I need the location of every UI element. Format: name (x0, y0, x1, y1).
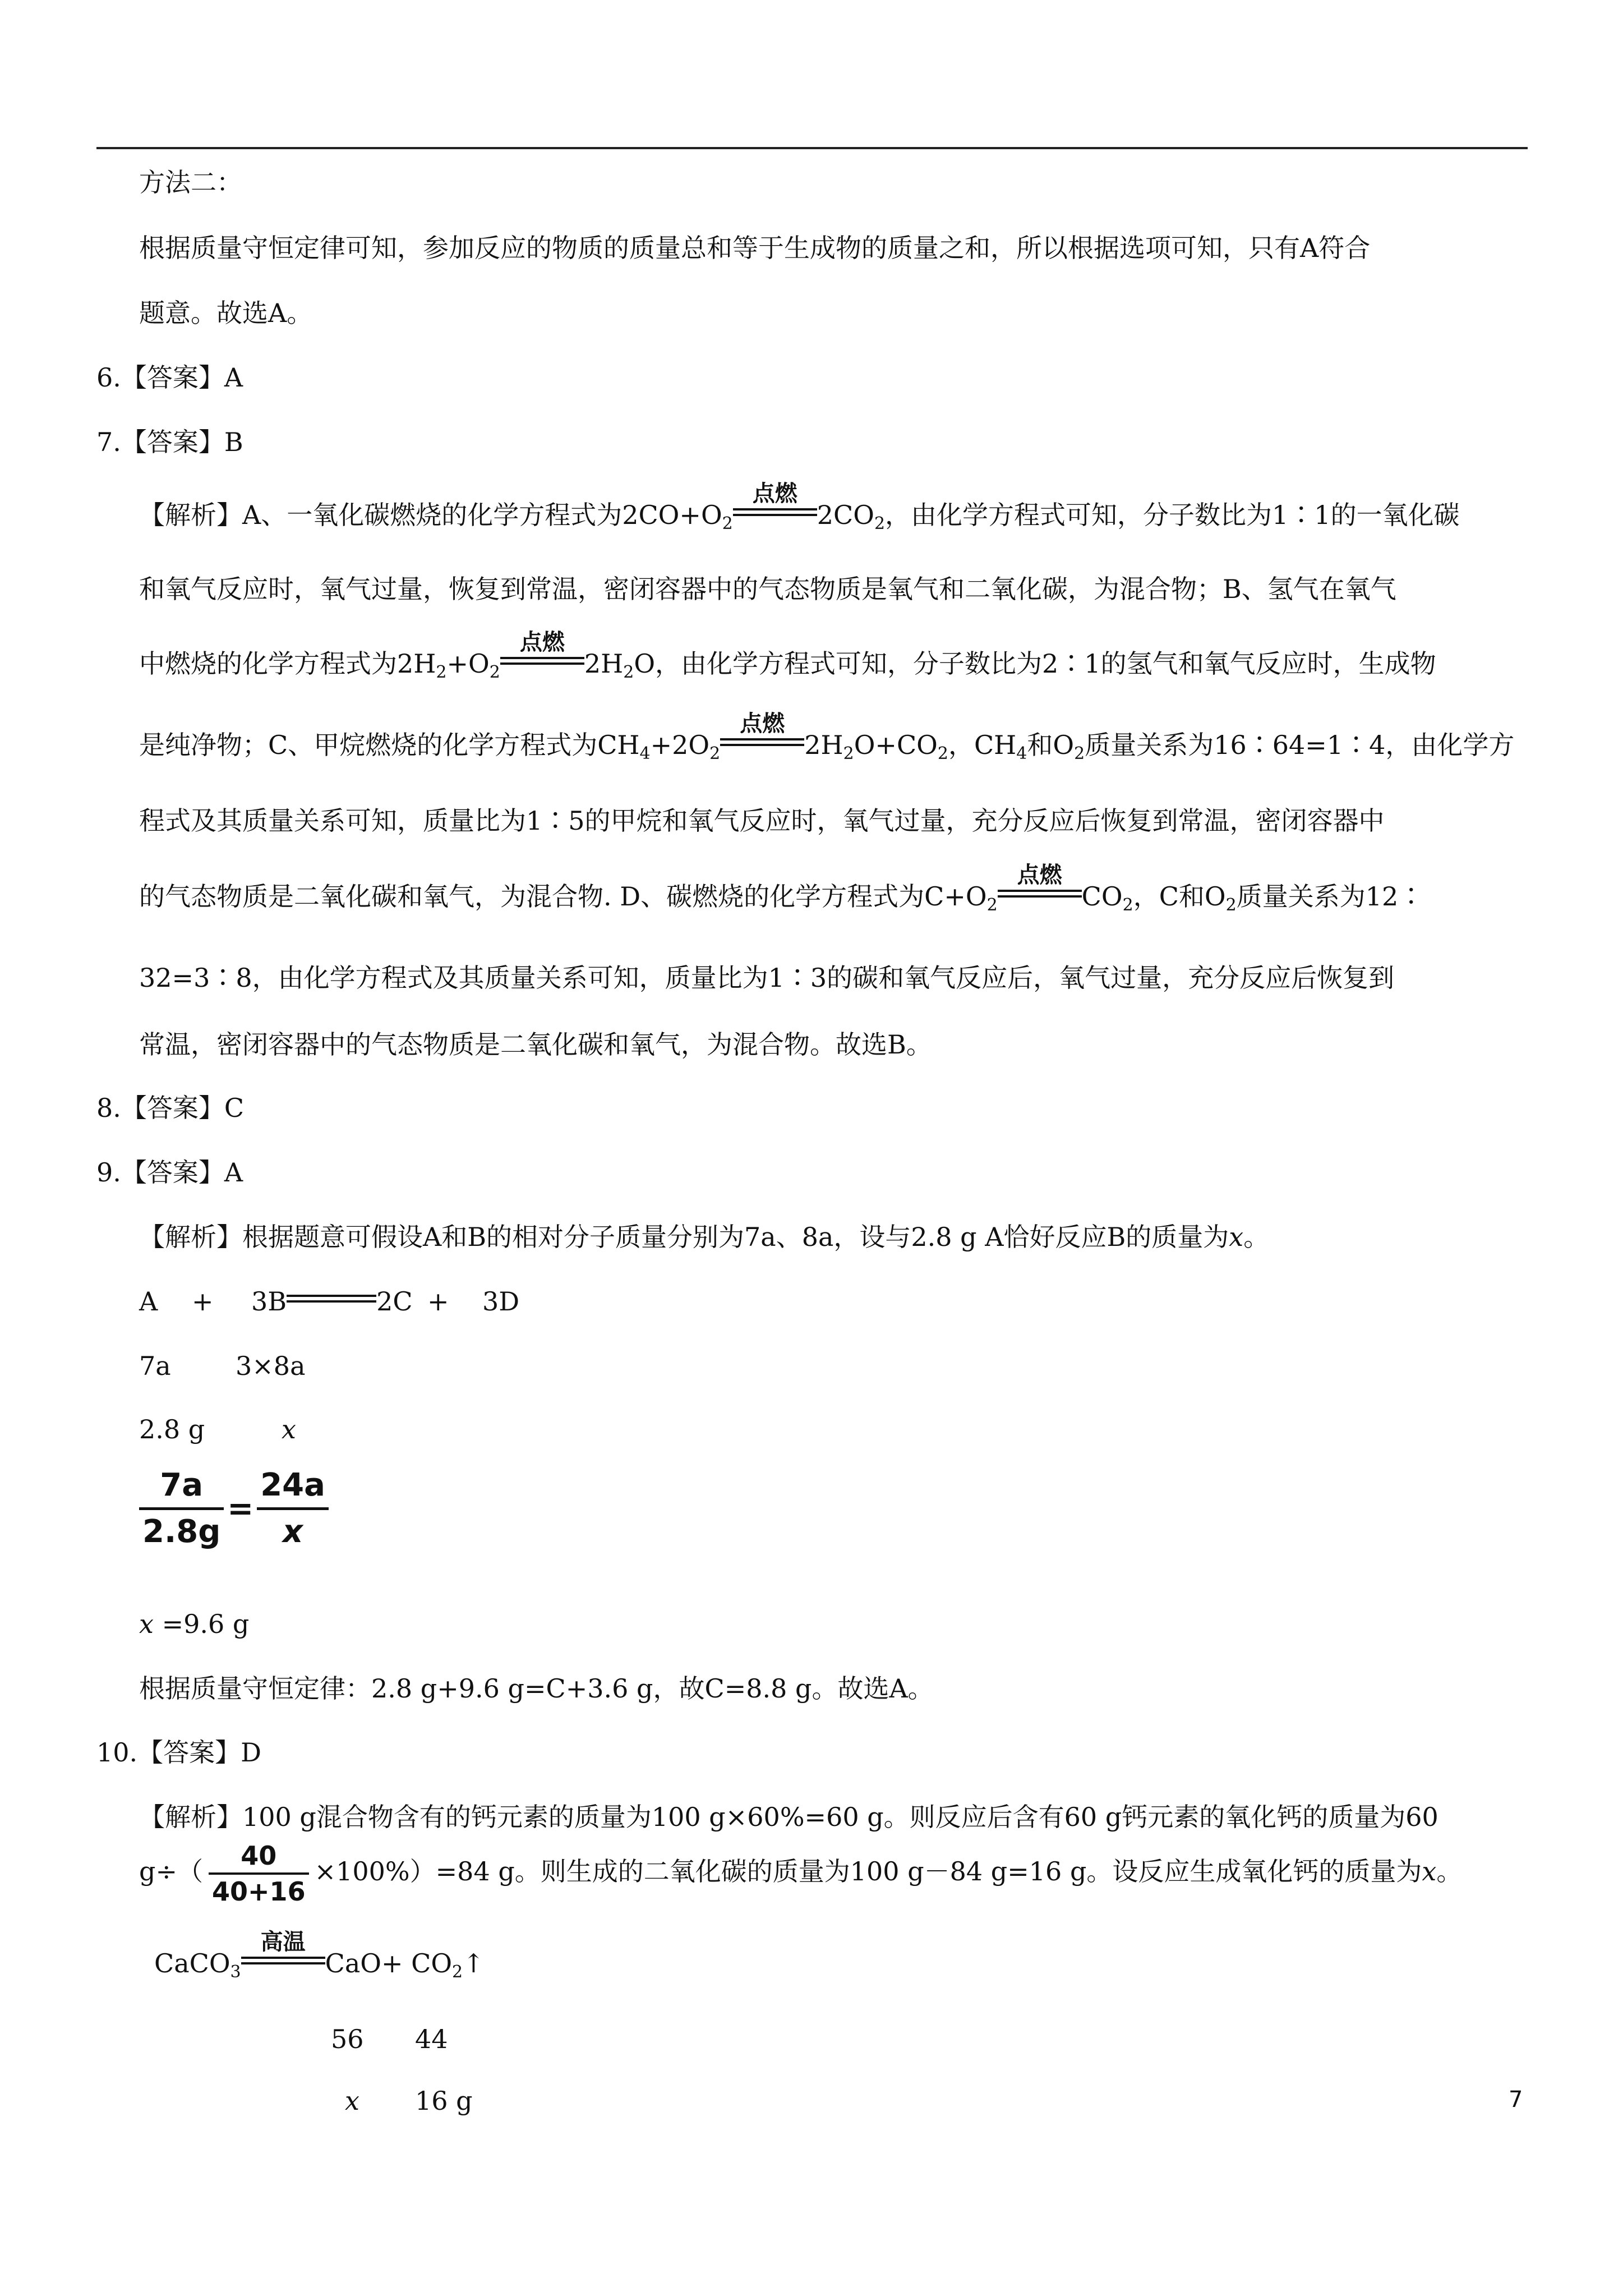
reaction-condition-heat: 高温 (241, 1957, 325, 1972)
q9-conclusion: 根据质量守恒定律：2.8 g+9.6 g=C+3.6 g，故C=8.8 g。故选A。 (139, 1673, 934, 1704)
q7-line3: 中燃烧的化学方程式为$2H_2+O_2$ 点燃 $2H_2O$，由化学方程式可知，分子数比为2∶1的氢气和氧气反应时，生成物 (139, 629, 1436, 682)
q10-mass2: 44 (415, 2024, 448, 2054)
q9-eq-plus: + (427, 1286, 449, 1317)
q9-eq-d: 3D (482, 1286, 520, 1317)
equation-double-bar (287, 1295, 376, 1310)
q9-equation: 3B 2C (251, 1286, 413, 1317)
reaction-condition-ignite: 点燃 (720, 738, 804, 754)
q10-unknown: x (345, 2086, 359, 2116)
gas-arrow-icon: ↑ (463, 1948, 485, 1978)
q7-line7: 32=3∶8，由化学方程式及其质量关系可知，质量比为1∶3的碳和氧气反应后，氧气过量，充分反应后恢复到 (139, 963, 1395, 993)
reaction-condition-ignite: 点燃 (733, 508, 817, 524)
q8-answer: 8.【答案】C (96, 1093, 245, 1123)
q7-line8: 常温，密闭容器中的气态物质是二氧化碳和氧气，为混合物。故选B。 (139, 1029, 932, 1060)
q9-given: 2.8 g (139, 1414, 205, 1444)
page-number: 7 (1509, 2087, 1523, 2113)
q10-equation: CaCO$_3$ 高温 $CaO+ CO_2↑$ (154, 1929, 485, 1982)
q10-answer: 10.【答案】D (96, 1737, 262, 1768)
q9-eq-a: A (139, 1286, 158, 1317)
q9-proportion: $\frac{7a}{2.8g}$ = $\frac{24a}{x}$ (139, 1467, 329, 1550)
q7-line2: 和氧气反应时，氧气过量，恢复到常温，密闭容器中的气态物质是氧气和二氧化碳，为混合物；B、氢气在氧气 (139, 574, 1396, 604)
q7-answer: 7.【答案】B (96, 427, 243, 457)
q9-unknown: x (282, 1414, 296, 1444)
q7-line5: 程式及其质量关系可知，质量比为1∶5的甲烷和氧气反应时，氧气过量，充分反应后恢复到常温，密闭容器中 (139, 806, 1385, 836)
q9-analysis: 【解析】根据题意可假设A和B的相对分子质量分别为7a、8a，设与2.8 g A恰好反应B的质量为x。 (139, 1222, 1270, 1252)
q9-result: x =9.6 g (139, 1609, 250, 1639)
q10-fraction: $\frac{40}{40+16}$ (209, 1840, 309, 1907)
q10-line1: 【解析】100 g混合物含有的钙元素的质量为100 g×60%=60 g。则反应后含有60 g钙元素的氧化钙的质量为60 (139, 1802, 1438, 1832)
q7-line6: 的气态物质是二氧化碳和氧气，为混合物. D、碳燃烧的化学方程式为$C+O_2$ 点燃 $CO_2$，C和$O_2$质量关系为12∶ (139, 862, 1424, 915)
q6-answer: 6.【答案】A (96, 362, 243, 393)
q10-given: 16 g (415, 2086, 473, 2116)
header-rule (96, 147, 1528, 149)
q9-mass2: 3×8a (236, 1351, 306, 1381)
method2-line1: 根据质量守恒定律可知，参加反应的物质的质量总和等于生成物的质量之和，所以根据选项可知，只有A符合 (139, 233, 1371, 263)
reaction-condition-ignite: 点燃 (500, 657, 584, 673)
method2-line2: 题意。故选A。 (139, 298, 313, 328)
q10-mass1: 56 (331, 2024, 364, 2054)
q7-line4: 是纯净物；C、甲烷燃烧的化学方程式为$CH_4+2O_2$ 点燃 $2H_2O+CO_2$，$CH_4$和$O_2$质量关系为16∶64=1∶4，由化学方 (139, 711, 1515, 763)
reaction-condition-ignite: 点燃 (998, 890, 1082, 905)
q10-line2: g÷（ $\frac{40}{40+16}$ ×100%）=84 g。则生成的二氧化碳的质量为100 g－84 g=16 g。设反应生成氧化钙的质量为x。 (139, 1841, 1463, 1907)
q9-answer: 9.【答案】A (96, 1157, 243, 1188)
method2-heading: 方法二： (139, 167, 242, 197)
q7-line1: 【解析】A、一氧化碳燃烧的化学方程式为$2CO+O_2$ 点燃 $2CO_2$，由化学方程式可知，分子数比为1∶1的一氧化碳 (139, 481, 1460, 533)
q9-mass1: 7a (139, 1351, 171, 1381)
q9-eq-plus: + (192, 1286, 214, 1317)
